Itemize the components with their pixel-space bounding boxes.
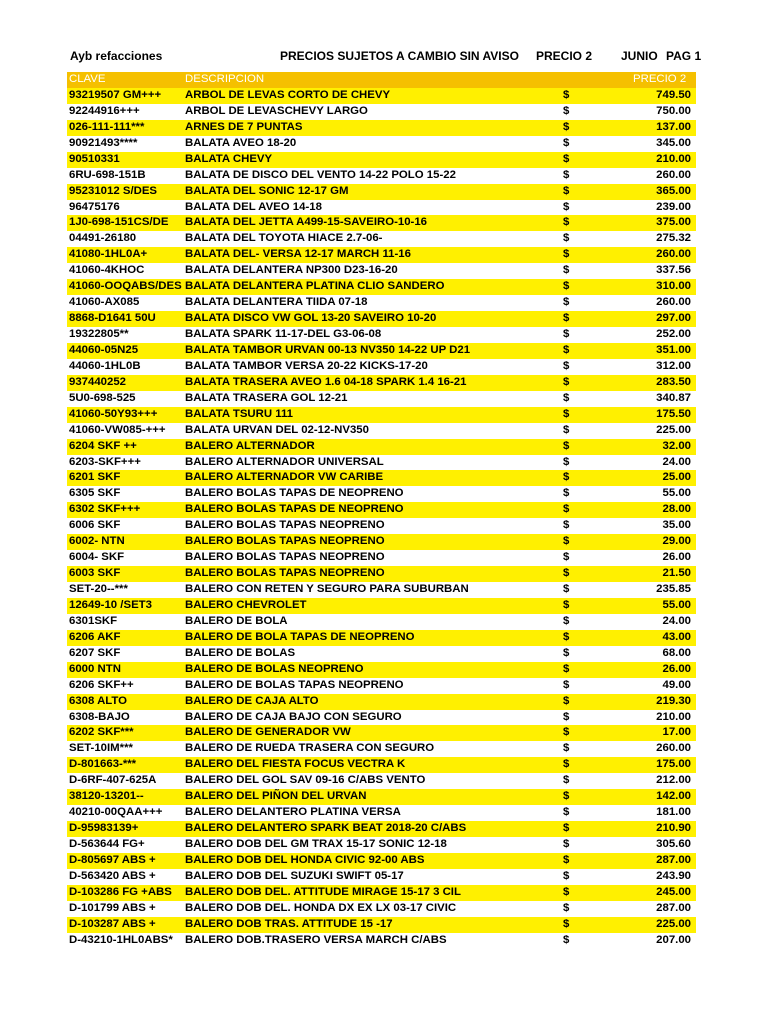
table-row (67, 470, 696, 486)
row-precio: 305.60 (623, 837, 696, 853)
row-currency: $ (553, 821, 623, 837)
table-row (67, 152, 696, 168)
table-row (67, 630, 696, 646)
row-descripcion: BALERO BOLAS TAPAS NEOPRENO (183, 518, 553, 534)
row-clave: D-563644 FG+ (67, 837, 183, 853)
row-descripcion: BALATA TAMBOR URVAN 00-13 NV350 14-22 UP D21 (183, 343, 553, 359)
row-clave: 44060-05N25 (67, 343, 183, 359)
table-body (67, 88, 696, 949)
row-precio: 55.00 (623, 598, 696, 614)
month-label: JUNIO (621, 49, 658, 63)
row-clave: 04491-26180 (67, 231, 183, 247)
table-row (67, 375, 696, 391)
table-row (67, 231, 696, 247)
row-precio: 43.00 (623, 630, 696, 646)
row-currency: $ (553, 678, 623, 694)
table-row (67, 359, 696, 375)
table-row (67, 104, 696, 120)
row-currency: $ (553, 391, 623, 407)
column-header-descripcion: DESCRIPCION (183, 72, 553, 88)
row-currency: $ (553, 805, 623, 821)
row-currency: $ (553, 215, 623, 231)
row-descripcion: BALERO BOLAS TAPAS DE NEOPRENO (183, 486, 553, 502)
row-clave: D-805697 ABS + (67, 853, 183, 869)
row-currency: $ (553, 407, 623, 423)
row-descripcion: BALERO DEL PIÑON DEL URVAN (183, 789, 553, 805)
row-precio: 32.00 (623, 439, 696, 455)
row-descripcion: ARBOL DE LEVASCHEVY LARGO (183, 104, 553, 120)
row-descripcion: BALERO BOLAS TAPAS NEOPRENO (183, 550, 553, 566)
table-row (67, 614, 696, 630)
row-precio: 21.50 (623, 566, 696, 582)
row-currency: $ (553, 184, 623, 200)
table-row (67, 741, 696, 757)
table-row (67, 789, 696, 805)
row-currency: $ (553, 789, 623, 805)
row-descripcion: BALERO DOB DEL. HONDA DX EX LX 03-17 CIVIC (183, 901, 553, 917)
table-header-row (67, 72, 696, 88)
table-row (67, 582, 696, 598)
row-descripcion: BALATA DELANTERA NP300 D23-16-20 (183, 263, 553, 279)
row-precio: 175.50 (623, 407, 696, 423)
row-clave: 937440252 (67, 375, 183, 391)
table-row (67, 423, 696, 439)
row-currency: $ (553, 343, 623, 359)
table-row (67, 917, 696, 933)
row-descripcion: BALERO DEL GOL SAV 09-16 C/ABS VENTO (183, 773, 553, 789)
row-precio: 260.00 (623, 741, 696, 757)
row-clave: 6308-BAJO (67, 710, 183, 726)
row-currency: $ (553, 104, 623, 120)
row-clave: 6RU-698-151B (67, 168, 183, 184)
row-clave: 1J0-698-151CS/DE (67, 215, 183, 231)
row-clave: 6000 NTN (67, 662, 183, 678)
table-row (67, 933, 696, 949)
row-clave: 6206 SKF++ (67, 678, 183, 694)
row-precio: 181.00 (623, 805, 696, 821)
row-clave: 6202 SKF*** (67, 725, 183, 741)
table-row (67, 710, 696, 726)
row-precio: 337.56 (623, 263, 696, 279)
row-currency: $ (553, 502, 623, 518)
row-currency: $ (553, 773, 623, 789)
table-row (67, 343, 696, 359)
row-descripcion: BALERO DOB TRAS. ATTITUDE 15 -17 (183, 917, 553, 933)
row-clave: 90921493**** (67, 136, 183, 152)
row-clave: 6206 AKF (67, 630, 183, 646)
row-descripcion: BALERO DELANTERO PLATINA VERSA (183, 805, 553, 821)
row-clave: 90510331 (67, 152, 183, 168)
table-row (67, 136, 696, 152)
row-precio: 207.00 (623, 933, 696, 949)
row-currency: $ (553, 901, 623, 917)
row-currency: $ (553, 327, 623, 343)
row-precio: 28.00 (623, 502, 696, 518)
price-list-label: PRECIO 2 (536, 49, 593, 63)
row-clave: 6003 SKF (67, 566, 183, 582)
row-precio: 55.00 (623, 486, 696, 502)
row-clave: 41060-50Y93+++ (67, 407, 183, 423)
row-descripcion: BALERO DOB DEL. ATTITUDE MIRAGE 15-17 3 CIL (183, 885, 553, 901)
price-notice: PRECIOS SUJETOS A CAMBIO SIN AVISO (280, 49, 519, 63)
table-row (67, 805, 696, 821)
row-precio: 219.30 (623, 694, 696, 710)
table-row (67, 646, 696, 662)
row-descripcion: BALATA DE DISCO DEL VENTO 14-22 POLO 15-22 (183, 168, 553, 184)
row-currency: $ (553, 518, 623, 534)
row-descripcion: BALERO DE CAJA BAJO CON SEGURO (183, 710, 553, 726)
row-clave: 5U0-698-525 (67, 391, 183, 407)
row-currency: $ (553, 710, 623, 726)
row-descripcion: BALERO DOB DEL SUZUKI SWIFT 05-17 (183, 869, 553, 885)
row-descripcion: BALERO DE BOLA (183, 614, 553, 630)
row-clave: D-95983139+ (67, 821, 183, 837)
row-currency: $ (553, 598, 623, 614)
row-precio: 310.00 (623, 279, 696, 295)
table-row (67, 534, 696, 550)
row-descripcion: BALATA DEL- VERSA 12-17 MARCH 11-16 (183, 247, 553, 263)
row-currency: $ (553, 566, 623, 582)
row-descripcion: BALERO DE BOLA TAPAS DE NEOPRENO (183, 630, 553, 646)
row-currency: $ (553, 88, 623, 104)
row-clave: D-6RF-407-625A (67, 773, 183, 789)
table-row (67, 120, 696, 136)
row-precio: 243.90 (623, 869, 696, 885)
row-precio: 235.85 (623, 582, 696, 598)
row-descripcion: BALATA TSURU 111 (183, 407, 553, 423)
row-clave: 026-111-111*** (67, 120, 183, 136)
row-clave: 40210-00QAA+++ (67, 805, 183, 821)
row-clave: 6302 SKF+++ (67, 502, 183, 518)
row-currency: $ (553, 279, 623, 295)
row-descripcion: BALATA URVAN DEL 02-12-NV350 (183, 423, 553, 439)
row-descripcion: BALERO DE GENERADOR VW (183, 725, 553, 741)
row-descripcion: BALERO DOB DEL HONDA CIVIC 92-00 ABS (183, 853, 553, 869)
row-currency: $ (553, 247, 623, 263)
row-precio: 245.00 (623, 885, 696, 901)
table-row (67, 550, 696, 566)
row-currency: $ (553, 630, 623, 646)
row-clave: 41060-4KHOC (67, 263, 183, 279)
row-precio: 210.00 (623, 710, 696, 726)
table-row (67, 694, 696, 710)
row-precio: 750.00 (623, 104, 696, 120)
table-row (67, 725, 696, 741)
price-table (67, 72, 696, 949)
row-precio: 345.00 (623, 136, 696, 152)
row-currency: $ (553, 168, 623, 184)
table-row (67, 439, 696, 455)
row-clave: 38120-13201-- (67, 789, 183, 805)
row-currency: $ (553, 725, 623, 741)
row-descripcion: BALATA DEL JETTA A499-15-SAVEIRO-10-16 (183, 215, 553, 231)
row-precio: 35.00 (623, 518, 696, 534)
column-header-spacer (553, 72, 623, 88)
table-row (67, 518, 696, 534)
row-clave: 19322805** (67, 327, 183, 343)
row-clave: 6305 SKF (67, 486, 183, 502)
page-number: PAG 1 (666, 49, 702, 63)
row-descripcion: BALATA TAMBOR VERSA 20-22 KICKS-17-20 (183, 359, 553, 375)
row-descripcion: BALATA TRASERA AVEO 1.6 04-18 SPARK 1.4 16-21 (183, 375, 553, 391)
row-currency: $ (553, 933, 623, 949)
row-descripcion: BALERO DE BOLAS NEOPRENO (183, 662, 553, 678)
row-currency: $ (553, 534, 623, 550)
table-row (67, 200, 696, 216)
row-precio: 312.00 (623, 359, 696, 375)
row-precio: 275.32 (623, 231, 696, 247)
row-currency: $ (553, 646, 623, 662)
row-currency: $ (553, 741, 623, 757)
row-descripcion: BALATA DEL SONIC 12-17 GM (183, 184, 553, 200)
row-clave: D-103286 FG +ABS (67, 885, 183, 901)
row-currency: $ (553, 486, 623, 502)
row-precio: 25.00 (623, 470, 696, 486)
row-clave: 41060-AX085 (67, 295, 183, 311)
row-precio: 24.00 (623, 455, 696, 471)
row-clave: D-103287 ABS + (67, 917, 183, 933)
row-descripcion: BALERO ALTERNADOR UNIVERSAL (183, 455, 553, 471)
row-precio: 210.00 (623, 152, 696, 168)
row-descripcion: ARNES DE 7 PUNTAS (183, 120, 553, 136)
row-clave: SET-10IM*** (67, 741, 183, 757)
row-clave: D-563420 ABS + (67, 869, 183, 885)
row-precio: 137.00 (623, 120, 696, 136)
table-row (67, 821, 696, 837)
row-currency: $ (553, 869, 623, 885)
row-clave: 6006 SKF (67, 518, 183, 534)
row-descripcion: BALATA DEL TOYOTA HIACE 2.7-06- (183, 231, 553, 247)
table-row (67, 279, 696, 295)
table-row (67, 773, 696, 789)
row-descripcion: BALERO DEL FIESTA FOCUS VECTRA K (183, 757, 553, 773)
row-clave: 6002- NTN (67, 534, 183, 550)
row-descripcion: BALATA DELANTERA TIIDA 07-18 (183, 295, 553, 311)
row-precio: 260.00 (623, 295, 696, 311)
row-currency: $ (553, 136, 623, 152)
row-currency: $ (553, 853, 623, 869)
row-currency: $ (553, 917, 623, 933)
row-descripcion: BALATA SPARK 11-17-DEL G3-06-08 (183, 327, 553, 343)
row-clave: 6004- SKF (67, 550, 183, 566)
company-name: Ayb refacciones (70, 49, 163, 63)
row-precio: 297.00 (623, 311, 696, 327)
row-precio: 17.00 (623, 725, 696, 741)
row-clave: 6301SKF (67, 614, 183, 630)
row-descripcion: BALERO DOB DEL GM TRAX 15-17 SONIC 12-18 (183, 837, 553, 853)
row-clave: 6204 SKF ++ (67, 439, 183, 455)
row-precio: 26.00 (623, 550, 696, 566)
row-descripcion: BALERO BOLAS TAPAS DE NEOPRENO (183, 502, 553, 518)
row-precio: 260.00 (623, 247, 696, 263)
row-descripcion: BALERO ALTERNADOR VW CARIBE (183, 470, 553, 486)
row-currency: $ (553, 231, 623, 247)
table-row (67, 295, 696, 311)
row-currency: $ (553, 837, 623, 853)
table-row (67, 311, 696, 327)
row-descripcion: BALATA DISCO VW GOL 13-20 SAVEIRO 10-20 (183, 311, 553, 327)
row-currency: $ (553, 470, 623, 486)
row-currency: $ (553, 295, 623, 311)
row-currency: $ (553, 423, 623, 439)
row-precio: 260.00 (623, 168, 696, 184)
row-precio: 142.00 (623, 789, 696, 805)
row-clave: 12649-10 /SET3 (67, 598, 183, 614)
row-precio: 365.00 (623, 184, 696, 200)
row-clave: 8868-D1641 50U (67, 311, 183, 327)
row-clave: SET-20--*** (67, 582, 183, 598)
table-row (67, 215, 696, 231)
column-header-precio: PRECIO 2 (623, 72, 696, 88)
table-row (67, 502, 696, 518)
row-clave: 41060-VW085-+++ (67, 423, 183, 439)
row-currency: $ (553, 757, 623, 773)
row-descripcion: ARBOL DE LEVAS CORTO DE CHEVY (183, 88, 553, 104)
table-row (67, 327, 696, 343)
row-currency: $ (553, 359, 623, 375)
row-clave: D-43210-1HL0ABS* (67, 933, 183, 949)
row-precio: 68.00 (623, 646, 696, 662)
row-descripcion: BALERO BOLAS TAPAS NEOPRENO (183, 534, 553, 550)
row-currency: $ (553, 311, 623, 327)
table-row (67, 901, 696, 917)
row-clave: 6308 ALTO (67, 694, 183, 710)
row-currency: $ (553, 200, 623, 216)
row-currency: $ (553, 614, 623, 630)
row-descripcion: BALERO CHEVROLET (183, 598, 553, 614)
row-precio: 175.00 (623, 757, 696, 773)
table-row (67, 184, 696, 200)
table-row (67, 247, 696, 263)
table-row (67, 263, 696, 279)
row-clave: 41060-OOQABS/DES (67, 279, 183, 295)
row-clave: D-101799 ABS + (67, 901, 183, 917)
row-clave: 6207 SKF (67, 646, 183, 662)
row-descripcion: BALATA AVEO 18-20 (183, 136, 553, 152)
table-row (67, 486, 696, 502)
row-precio: 287.00 (623, 901, 696, 917)
table-row (67, 885, 696, 901)
row-precio: 375.00 (623, 215, 696, 231)
table-row (67, 407, 696, 423)
table-row (67, 168, 696, 184)
row-clave: 6203-SKF+++ (67, 455, 183, 471)
table-row (67, 88, 696, 104)
table-row (67, 837, 696, 853)
table-row (67, 869, 696, 885)
row-clave: 41080-1HL0A+ (67, 247, 183, 263)
table-row (67, 853, 696, 869)
table-row (67, 455, 696, 471)
row-clave: 93219507 GM+++ (67, 88, 183, 104)
row-clave: 92244916+++ (67, 104, 183, 120)
row-precio: 225.00 (623, 917, 696, 933)
row-precio: 210.90 (623, 821, 696, 837)
row-clave: 44060-1HL0B (67, 359, 183, 375)
row-descripcion: BALATA DEL AVEO 14-18 (183, 200, 553, 216)
row-currency: $ (553, 455, 623, 471)
row-precio: 287.00 (623, 853, 696, 869)
row-currency: $ (553, 550, 623, 566)
row-currency: $ (553, 662, 623, 678)
row-precio: 749.50 (623, 88, 696, 104)
row-descripcion: BALATA TRASERA GOL 12-21 (183, 391, 553, 407)
row-currency: $ (553, 263, 623, 279)
row-clave: 96475176 (67, 200, 183, 216)
row-precio: 212.00 (623, 773, 696, 789)
row-precio: 351.00 (623, 343, 696, 359)
row-precio: 340.87 (623, 391, 696, 407)
row-precio: 239.00 (623, 200, 696, 216)
row-precio: 49.00 (623, 678, 696, 694)
row-currency: $ (553, 375, 623, 391)
table-row (67, 598, 696, 614)
row-currency: $ (553, 885, 623, 901)
row-precio: 283.50 (623, 375, 696, 391)
row-currency: $ (553, 694, 623, 710)
row-clave: 6201 SKF (67, 470, 183, 486)
row-currency: $ (553, 152, 623, 168)
row-precio: 225.00 (623, 423, 696, 439)
row-descripcion: BALERO DOB.TRASERO VERSA MARCH C/ABS (183, 933, 553, 949)
table-row (67, 391, 696, 407)
column-header-clave: CLAVE (67, 72, 183, 88)
row-precio: 26.00 (623, 662, 696, 678)
table-row (67, 566, 696, 582)
table-row (67, 678, 696, 694)
row-clave: 95231012 S/DES (67, 184, 183, 200)
row-descripcion: BALERO DE BOLAS TAPAS NEOPRENO (183, 678, 553, 694)
row-precio: 24.00 (623, 614, 696, 630)
row-descripcion: BALERO DE CAJA ALTO (183, 694, 553, 710)
row-currency: $ (553, 582, 623, 598)
row-descripcion: BALERO DE BOLAS (183, 646, 553, 662)
row-clave: D-801663-*** (67, 757, 183, 773)
row-descripcion: BALERO ALTERNADOR (183, 439, 553, 455)
row-descripcion: BALERO CON RETEN Y SEGURO PARA SUBURBAN (183, 582, 553, 598)
row-precio: 29.00 (623, 534, 696, 550)
row-currency: $ (553, 439, 623, 455)
row-descripcion: BALATA CHEVY (183, 152, 553, 168)
row-descripcion: BALERO DELANTERO SPARK BEAT 2018-20 C/ABS (183, 821, 553, 837)
row-descripcion: BALERO BOLAS TAPAS NEOPRENO (183, 566, 553, 582)
row-precio: 252.00 (623, 327, 696, 343)
table-row (67, 757, 696, 773)
row-currency: $ (553, 120, 623, 136)
table-row (67, 662, 696, 678)
row-descripcion: BALERO DE RUEDA TRASERA CON SEGURO (183, 741, 553, 757)
row-descripcion: BALATA DELANTERA PLATINA CLIO SANDERO (183, 279, 553, 295)
